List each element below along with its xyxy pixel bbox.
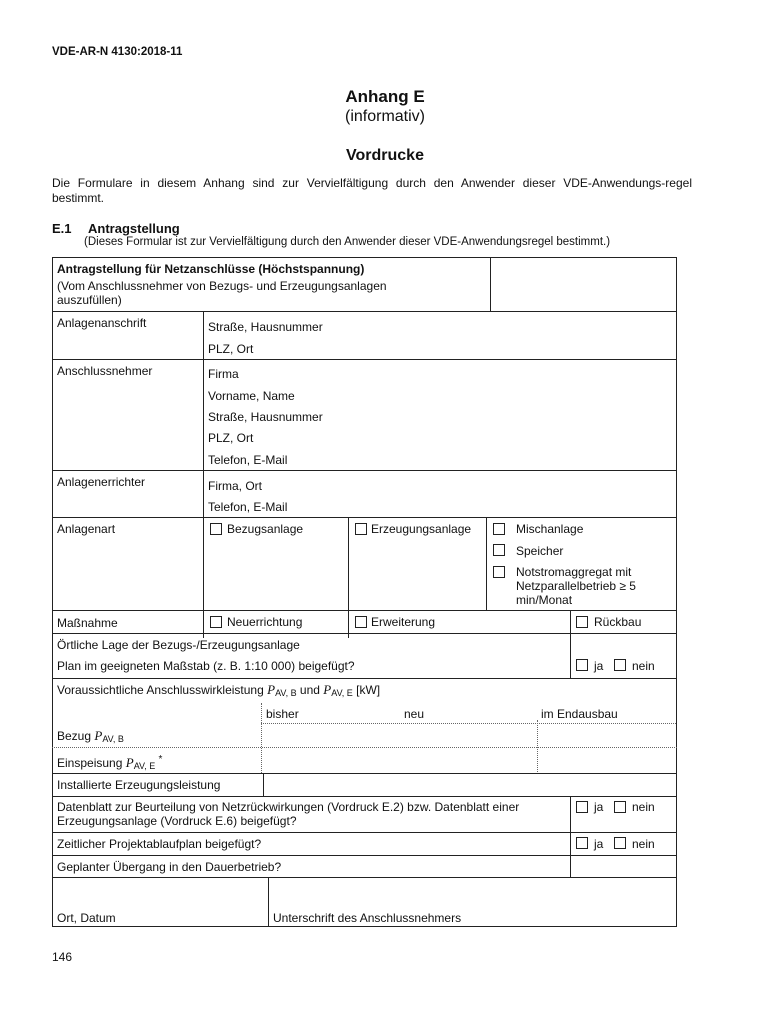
lage-question: Plan im geeigneten Maßstab (z. B. 1:10 000) beigefügt? [57, 659, 355, 673]
bezugsanlage-checkbox[interactable] [210, 523, 222, 535]
annex-title: Anhang E [345, 87, 425, 106]
einspeisung-sub: AV, E [133, 761, 156, 771]
zeitplan-nein-checkbox[interactable] [614, 837, 626, 849]
anschlussnehmer-telefon-field[interactable]: Telefon, E-Mail [208, 453, 288, 467]
leistung-sub-e: AV, E [331, 688, 353, 698]
anlagenerrichter-label: Anlagenerrichter [57, 475, 146, 489]
bezug-label [57, 729, 124, 746]
anschlussnehmer-plz-field[interactable]: PLZ, Ort [208, 431, 254, 445]
unterschrift-field[interactable]: Unterschrift des Anschlussnehmers [273, 911, 462, 925]
datenblatt-ja-checkbox[interactable] [576, 801, 588, 813]
col-neu: neu [404, 707, 425, 721]
lage-ja-checkbox[interactable] [576, 659, 588, 671]
zeitplan-ja-label: ja [594, 837, 604, 851]
section-title: Antragstellung [88, 221, 180, 236]
installiert-label: Installierte Erzeugungsleistung [57, 778, 221, 792]
einspeisung-symbol: P [125, 755, 134, 770]
anschlussnehmer-strasse-field[interactable]: Straße, Hausnummer [208, 410, 323, 424]
bezug-label-text: Bezug [57, 729, 92, 743]
einspeisung-label [57, 753, 162, 773]
datenblatt-ja-label: ja [594, 800, 604, 814]
leistung-label [57, 683, 380, 700]
uebergang-question: Geplanter Übergang in den Dauerbetrieb? [57, 860, 282, 874]
lage-nein-checkbox[interactable] [614, 659, 626, 671]
leistung-und: und [299, 683, 320, 697]
document-code: VDE-AR-N 4130:2018-11 [52, 46, 183, 58]
bezug-symbol: P [94, 728, 103, 743]
speicher-checkbox[interactable] [493, 544, 505, 556]
zeitplan-question: Zeitlicher Projektablaufplan beigefügt? [57, 837, 262, 851]
einspeisung-star: * [158, 754, 163, 765]
bezug-sub: AV, B [102, 734, 124, 744]
datenblatt-question: Datenblatt zur Beurteilung von Netzrückwirkungen (Vordruck E.2) bzw. Datenblatt einer Erzeugungsanlage (Vordruck E.6) beigefügt? [57, 800, 520, 828]
erweiterung-label: Erweiterung [371, 615, 436, 629]
notstromaggregat-label: Notstromaggregat mit Netzparallelbetrieb ≥ 5 min/Monat [516, 565, 636, 607]
speicher-label: Speicher [516, 544, 564, 558]
einspeisung-label-text: Einspeisung [57, 756, 123, 770]
page-number: 146 [52, 950, 73, 964]
mischanlage-checkbox[interactable] [493, 523, 505, 535]
erzeugungsanlage-checkbox[interactable] [355, 523, 367, 535]
col-bisher: bisher [266, 707, 299, 721]
erzeugungsanlage-label: Erzeugungsanlage [371, 522, 472, 536]
ort-datum-field[interactable]: Ort, Datum [57, 911, 116, 925]
bezugsanlage-label: Bezugsanlage [227, 522, 304, 536]
mischanlage-label: Mischanlage [516, 522, 584, 536]
section-note: (Dieses Formular ist zur Vervielfältigung durch den Anwender dieser VDE-Anwendungsregel bestimmt.) [84, 236, 611, 248]
intro-text: Die Formulare in diesem Anhang sind zur Vervielfältigung durch den Anwender dieser VDE-Anwendungs-regel bestimmt. [52, 176, 692, 205]
anschlussnehmer-name-field[interactable]: Vorname, Name [208, 389, 295, 403]
anlagenanschrift-strasse-field[interactable]: Straße, Hausnummer [208, 320, 323, 334]
neuerrichtung-checkbox[interactable] [210, 616, 222, 628]
anschlussnehmer-label: Anschlussnehmer [57, 364, 153, 378]
anlagenart-label: Anlagenart [57, 522, 116, 536]
datenblatt-nein-label: nein [632, 800, 655, 814]
leistung-label-text: Voraussichtliche Anschlusswirkleistung [57, 683, 264, 697]
section-number: E.1 [52, 221, 72, 236]
datenblatt-nein-checkbox[interactable] [614, 801, 626, 813]
anlagenerrichter-telefon-field[interactable]: Telefon, E-Mail [208, 500, 288, 514]
zeitplan-ja-checkbox[interactable] [576, 837, 588, 849]
anschlussnehmer-firma-field[interactable]: Firma [208, 367, 239, 381]
anlagenanschrift-label: Anlagenanschrift [57, 316, 147, 330]
leistung-symbol-e: P [323, 682, 332, 697]
anlagenerrichter-firma-field[interactable]: Firma, Ort [208, 479, 262, 493]
lage-ja-label: ja [594, 659, 604, 673]
anlagenanschrift-plz-field[interactable]: PLZ, Ort [208, 342, 254, 356]
form-title: Antragstellung für Netzanschlüsse (Höchstspannung) [57, 262, 365, 276]
neuerrichtung-label: Neuerrichtung [227, 615, 303, 629]
leistung-sub-b: AV, B [275, 688, 297, 698]
notstromaggregat-checkbox[interactable] [493, 566, 505, 578]
annex-subtitle: (informativ) [344, 108, 425, 125]
form-title-note: (Vom Anschlussnehmer von Bezugs- und Erzeugungsanlagen auszufüllen) [57, 279, 387, 307]
zeitplan-nein-label: nein [632, 837, 655, 851]
leistung-symbol-b: P [267, 682, 276, 697]
erweiterung-checkbox[interactable] [355, 616, 367, 628]
col-endausbau: im Endausbau [541, 707, 618, 721]
page-heading: Vordrucke [346, 147, 424, 164]
rueckbau-label: Rückbau [594, 615, 642, 629]
rueckbau-checkbox[interactable] [576, 616, 588, 628]
leistung-unit: [kW] [356, 683, 381, 697]
lage-nein-label: nein [632, 659, 655, 673]
lage-label: Örtliche Lage der Bezugs-/Erzeugungsanlage [57, 638, 300, 652]
massnahme-label: Maßnahme [57, 616, 118, 630]
